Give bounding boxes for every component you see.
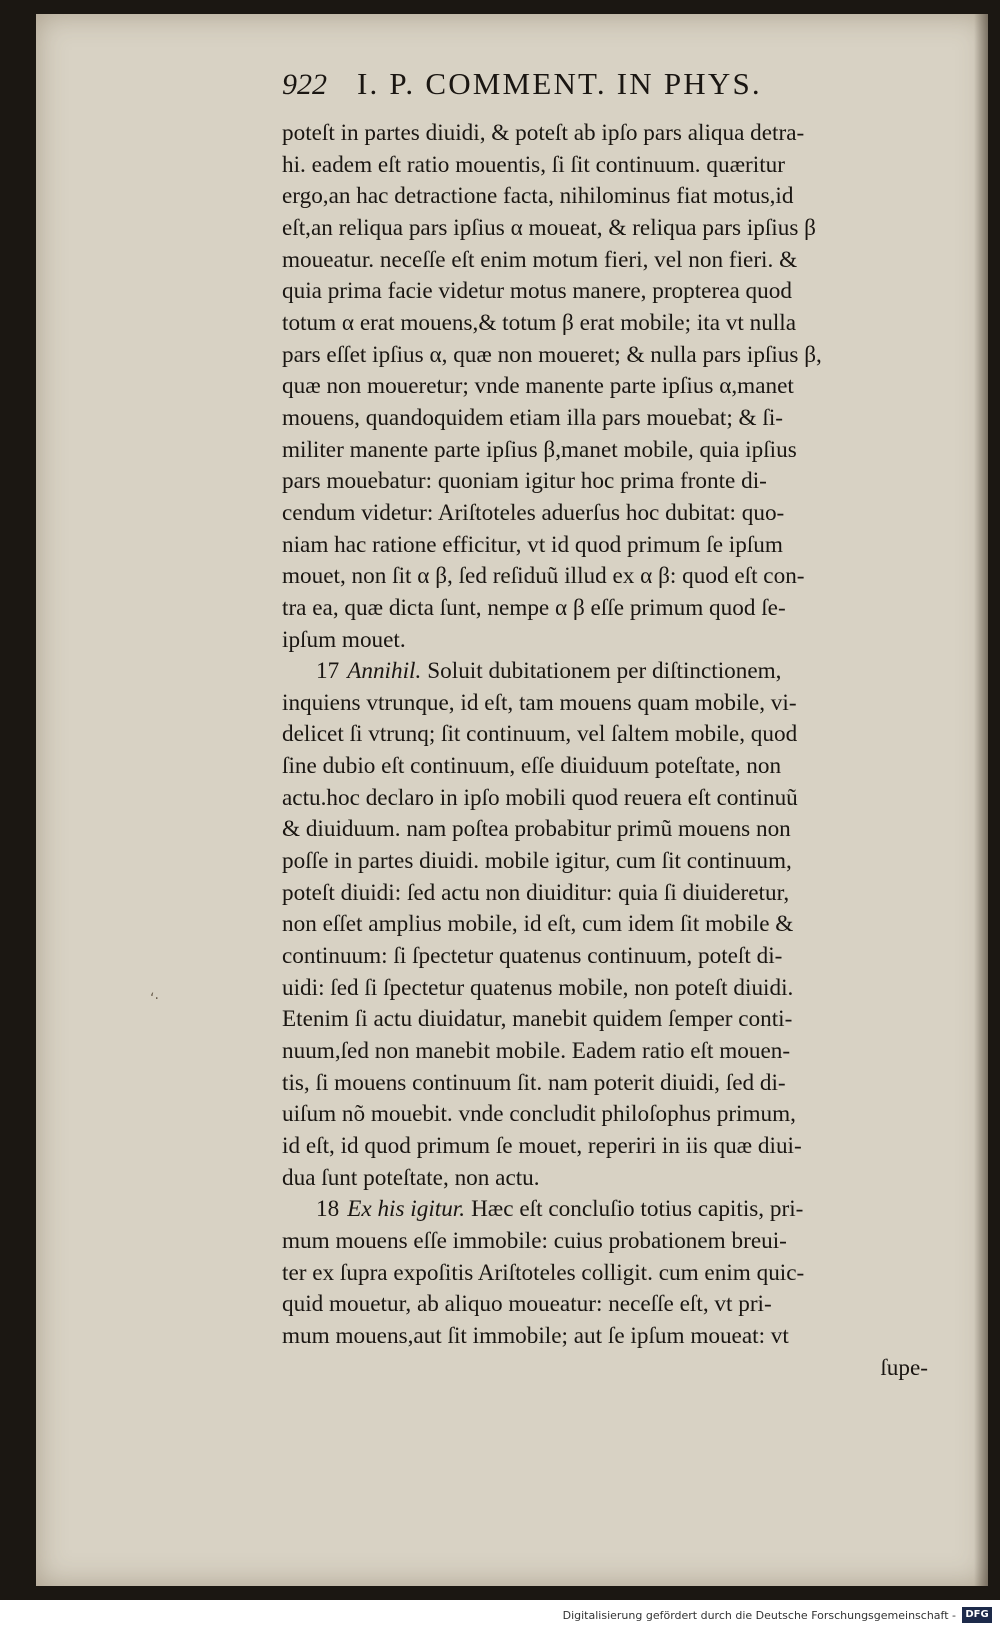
text-line: delicet ſi vtrunq; ſit continuum, vel ſaltem mobile, quod [282,721,798,748]
text-line: eſt,an reliqua pars ipſius α moueat, & reliqua pars ipſius β [282,214,816,241]
text-line: uidi: ſed ſi ſpectetur quatenus mobile, non poteſt diuidi. [282,974,794,1001]
section-number: 18 [316,1196,340,1223]
text-line: moueatur. neceſſe eſt enim motum fieri, vel non fieri. & [282,246,798,273]
section-number: 17 [316,658,340,685]
text-line: hi. eadem eſt ratio mouentis, ſi ſit continuum. quæritur [282,151,785,178]
text-line: militer manente parte ipſius β,manet mobile, quia ipſius [282,436,797,463]
text-line: pars eſſet ipſius α, quæ non moueret; & nulla pars ipſius β, [282,341,822,368]
text-line: uiſum nõ mouebit. vnde concludit philoſophus primum, [282,1101,796,1128]
text-line: dua ſunt poteſtate, non actu. [282,1164,540,1191]
running-head: I. P. COMMENT. IN PHYS. [357,66,762,101]
text-line: quæ non moueretur; vnde manente parte ipſius α,manet [282,373,794,400]
body-text [282,118,928,1384]
catchword: ſupe- [880,1354,928,1381]
text-line: continuum: ſi ſpectetur quatenus continuum, poteſt di- [282,943,783,970]
text-line: quid mouetur, ab aliquo moueatur: neceſſe eſt, vt pri- [282,1291,772,1318]
text-line: totum α erat mouens,& totum β erat mobile; ita vt nulla [282,309,797,336]
text-line: poteſt diuidi: ſed actu non diuiditur: quia ſi diuideretur, [282,879,790,906]
text-line: tra ea, quæ dicta ſunt, nempe α β eſſe primum quod ſe- [282,594,786,621]
text-line: cendum videtur: Ariſtoteles aduerſus hoc dubitat: quo- [282,499,785,526]
section-first-line: Hæc eſt concluſio totius capitis, pri- [471,1196,804,1223]
text-line: inquiens vtrunque, id eſt, tam mouens quam mobile, vi- [282,689,797,716]
text-line: nuum,ſed non manebit mobile. Eadem ratio eſt mouen- [282,1038,791,1065]
digitization-notice: Digitalisierung gefördert durch die Deutsche Forschungsgemeinschaft - [562,1609,956,1622]
text-line: mum mouens,aut ſit immobile; aut ſe ipſum moueat: vt [282,1322,789,1349]
section-first-line: Soluit dubitationem per diſtinctionem, [427,658,782,685]
text-line: ipſum mouet. [282,626,406,653]
margin-mark: ‘· [150,991,159,1007]
text-line: poteſt in partes diuidi, & poteſt ab ipſo pars aliqua detra- [282,120,805,146]
digitization-footer [0,1600,1000,1638]
text-line: mouet, non ſit α β, ſed reſiduũ illud ex α β: quod eſt con- [282,563,805,590]
text-line: actu.hoc declaro in ipſo mobili quod reuera eſt continuũ [282,784,798,811]
text-line: quia prima facie videtur motus manere, propterea quod [282,278,792,305]
text-line: & diuiduum. nam poſtea probabitur primũ mouens non [282,816,791,843]
text-line: poſſe in partes diuidi. mobile igitur, cum ſit continuum, [282,848,792,875]
section-17-start [282,656,928,688]
text-line: ergo,an hac detractione facta, nihilominus fiat motus,id [282,183,794,210]
text-line: id eſt, id quod primum ſe mouet, reperiri in iis quæ diui- [282,1133,802,1159]
dfg-logo[interactable]: DFG [962,1607,992,1623]
text-line: Etenim ſi actu diuidatur, manebit quidem ſemper conti- [282,1006,793,1033]
section-lemma: Ex his igitur. [347,1196,466,1223]
text-line: ſine dubio eſt continuum, eſſe diuiduum poteſtate, non [282,753,782,780]
text-line: tis, ſi mouens continuum ſit. nam poterit diuidi, ſed di- [282,1069,786,1096]
page-edge-shadow [974,14,988,1586]
text-line: niam hac ratione efficitur, vt id quod primum ſe ipſum [282,531,783,558]
text-line: ter ex ſupra expoſitis Ariſtoteles colligit. cum enim quic- [282,1259,805,1286]
text-line: mum mouens eſſe immobile: cuius probationem breui- [282,1227,787,1254]
section-18-start [282,1194,928,1226]
page-header [282,66,882,110]
text-line: pars mouebatur: quoniam igitur hoc prima fronte di- [282,468,767,495]
text-line: non eſſet amplius mobile, id eſt, cum idem ſit mobile & [282,911,794,938]
page-number: 922 [282,68,327,101]
text-line: mouens, quandoquidem etiam illa pars mouebat; & ſi- [282,404,783,431]
section-lemma: Annihil. [347,658,422,685]
